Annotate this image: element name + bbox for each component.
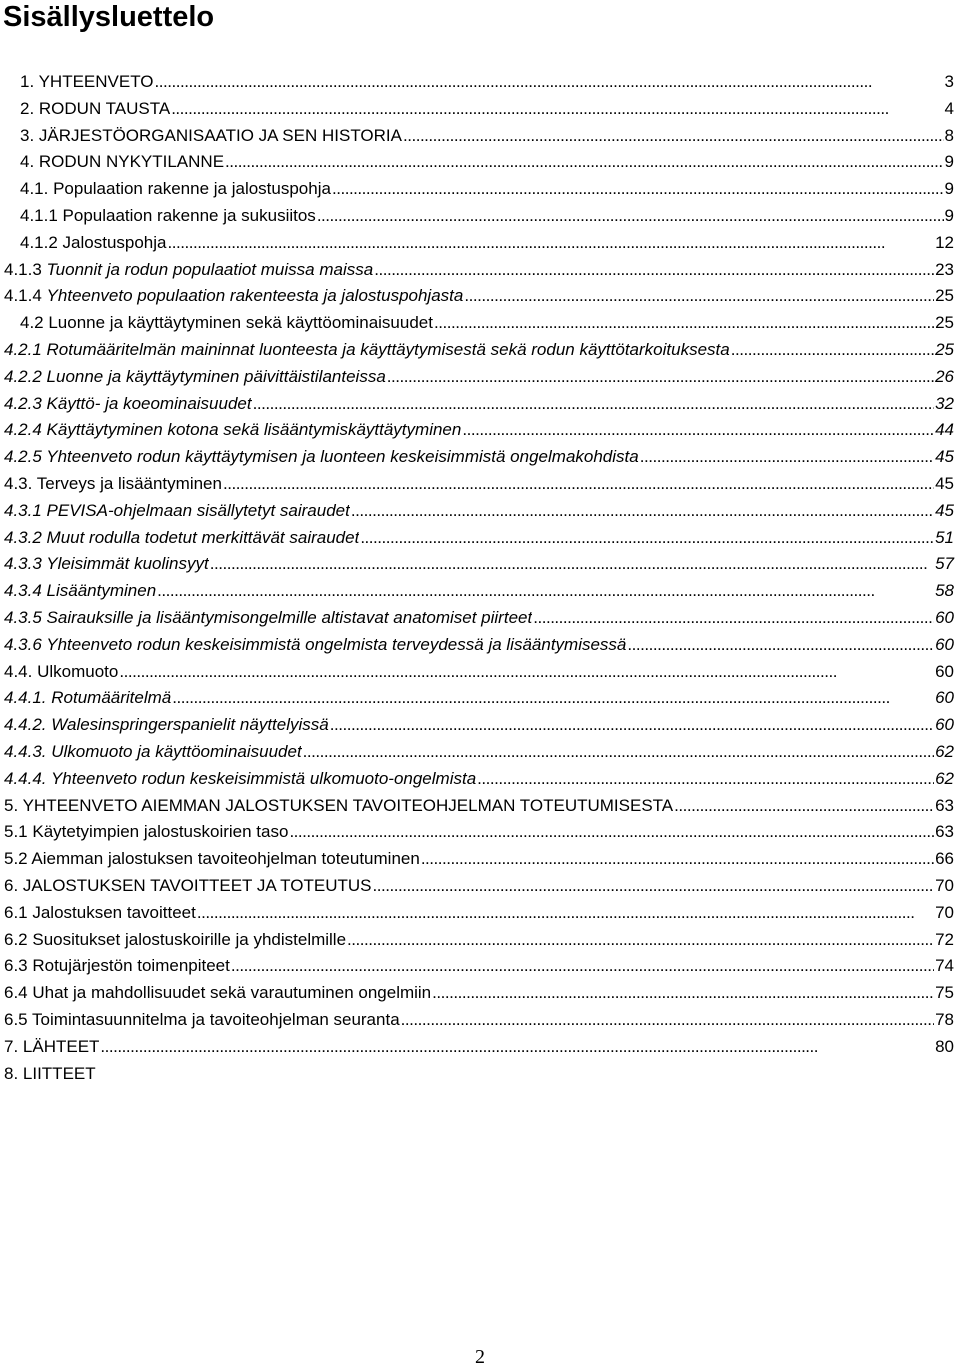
toc-entry[interactable] bbox=[20, 176, 954, 202]
toc-entry[interactable] bbox=[4, 337, 954, 363]
toc-entry-label: 6.4 Uhat ja mahdollisuudet sekä varautuminen ongelmiin bbox=[4, 983, 432, 1003]
toc-entry-label bbox=[4, 283, 463, 309]
toc-entry-page: 3 bbox=[944, 72, 954, 91]
toc-entry[interactable] bbox=[4, 1034, 954, 1060]
toc-entry[interactable] bbox=[4, 685, 954, 711]
toc-entry-page: 4 bbox=[944, 98, 954, 118]
toc-entry[interactable] bbox=[4, 873, 954, 899]
toc-entry-page: 58 bbox=[935, 581, 954, 601]
toc-entry[interactable] bbox=[4, 498, 954, 524]
toc-entry[interactable] bbox=[4, 953, 954, 979]
toc-entry-page: 63 bbox=[935, 795, 954, 815]
toc-entry-page: 25 bbox=[935, 340, 954, 359]
toc-entry-page: 45 bbox=[935, 500, 954, 520]
toc-entry-label: 4.3.5 Sairauksille ja lisääntymisongelmille altistavat anatomiset piirteet bbox=[4, 608, 533, 627]
toc-entry-label: 6. JALOSTUKSEN TAVOITTEET JA TOTEUTUS bbox=[4, 876, 372, 895]
toc-dot-leader bbox=[731, 337, 934, 363]
toc-entry-label: 6.2 Suositukset jalostuskoirille ja yhdistelmille bbox=[4, 929, 347, 949]
toc-entry-label: 4.2.1 Rotumääritelmän maininnat luonteesta ja käyttäytymisestä sekä rodun käyttötarkoituksesta bbox=[4, 340, 730, 359]
toc-entry-page: 66 bbox=[935, 849, 954, 869]
toc-entry-label: 3. JÄRJESTÖORGANISAATIO JA SEN HISTORIA bbox=[20, 125, 402, 145]
toc-dot-leader bbox=[289, 819, 934, 845]
toc-entry[interactable] bbox=[4, 900, 954, 926]
toc-entry[interactable] bbox=[4, 391, 954, 417]
toc-entry[interactable] bbox=[4, 283, 954, 309]
toc-entry-page: 32 bbox=[935, 393, 954, 413]
toc-entry-page: 78 bbox=[935, 1010, 954, 1029]
toc-entry[interactable] bbox=[20, 69, 954, 95]
toc-entry-text: Yhteenveto populaation rakenteesta ja jalostuspohjasta bbox=[46, 286, 464, 306]
toc-dot-leader bbox=[533, 605, 934, 631]
toc-dot-leader bbox=[401, 1007, 934, 1033]
toc-entry-page: 74 bbox=[935, 956, 954, 976]
toc-dot-leader bbox=[627, 632, 934, 658]
toc-entry-label: 4.1.1 Populaation rakenne ja sukusiitos bbox=[20, 206, 316, 225]
toc-entry-page: 23 bbox=[935, 259, 954, 279]
toc-dot-leader bbox=[171, 96, 943, 122]
toc-dot-leader bbox=[253, 391, 934, 417]
toc-dot-leader bbox=[351, 498, 934, 524]
toc-dot-leader bbox=[317, 203, 944, 229]
toc-entry-label: 4.3.3 Yleisimmät kuolinsyyt bbox=[4, 554, 209, 574]
toc-entry-page: 60 bbox=[935, 688, 954, 708]
toc-entry[interactable] bbox=[20, 310, 954, 336]
toc-entry-label: 4.3. Terveys ja lisääntyminen bbox=[4, 474, 222, 493]
toc-entry-page: 80 bbox=[935, 1036, 954, 1056]
toc-entry[interactable] bbox=[4, 1061, 954, 1087]
toc-entry-label: 6.1 Jalostuksen tavoitteet bbox=[4, 902, 196, 922]
toc-entry[interactable] bbox=[4, 980, 954, 1006]
toc-dot-leader bbox=[372, 873, 934, 899]
toc-entry-label: 4.2.3 Käyttö- ja koeominaisuudet bbox=[4, 393, 252, 413]
toc-dot-leader bbox=[640, 444, 934, 470]
toc-entry-label: 7. LÄHTEET bbox=[4, 1036, 100, 1056]
toc-dot-leader bbox=[231, 953, 934, 979]
toc-entry-label: 4.3.1 PEVISA-ohjelmaan sisällytetyt sairaudet bbox=[4, 500, 350, 520]
toc-entry-label: 6.5 Toimintasuunnitelma ja tavoiteohjelman seuranta bbox=[4, 1010, 400, 1029]
toc-dot-leader bbox=[347, 927, 934, 953]
toc-dot-leader bbox=[332, 176, 944, 202]
toc-entry-label: 4.2.2 Luonne ja käyttäytyminen päivittäistilanteissa bbox=[4, 366, 386, 386]
toc-entry-label: 5.1 Käytetyimpien jalostuskoirien taso bbox=[4, 822, 289, 842]
toc-entry-page: 60 bbox=[935, 661, 954, 681]
toc-entry-number: 4.1.4 bbox=[4, 286, 47, 306]
toc-entry-page: 26 bbox=[935, 366, 954, 386]
toc-entry-label: 4.2 Luonne ja käyttäytyminen sekä käyttöominaisuudet bbox=[20, 313, 433, 333]
toc-dot-leader bbox=[387, 364, 934, 390]
toc-entry-label bbox=[4, 257, 373, 283]
toc-dot-leader bbox=[374, 257, 934, 283]
toc-dot-leader bbox=[223, 471, 934, 497]
toc-entry[interactable] bbox=[4, 712, 954, 738]
toc-dot-leader bbox=[210, 551, 934, 577]
toc-entry-number: 4.1.3 bbox=[4, 259, 47, 279]
toc-entry[interactable] bbox=[4, 417, 954, 443]
toc-entry-label: 4.2.5 Yhteenveto rodun käyttäytymisen ja luonteen keskeisimmistä ongelmakohdista bbox=[4, 447, 639, 467]
toc-dot-leader bbox=[477, 766, 934, 792]
toc-entry-page: 60 bbox=[935, 608, 954, 627]
toc-dot-leader bbox=[197, 900, 934, 926]
toc-entry-label: 6.3 Rotujärjestön toimenpiteet bbox=[4, 956, 230, 976]
toc-entry[interactable] bbox=[4, 793, 954, 819]
toc-dot-leader bbox=[100, 1034, 934, 1060]
toc-entry-page: 62 bbox=[935, 742, 954, 761]
toc-entry-page: 12 bbox=[935, 232, 954, 252]
toc-entry-page: 9 bbox=[944, 179, 954, 199]
toc-entry[interactable] bbox=[4, 364, 954, 390]
toc-entry-page: 60 bbox=[935, 715, 954, 735]
toc-entry[interactable] bbox=[4, 605, 954, 631]
toc-entry-page: 60 bbox=[935, 634, 954, 654]
toc-entry[interactable] bbox=[4, 1007, 954, 1033]
toc-entry[interactable] bbox=[20, 123, 954, 149]
toc-entry-page: 9 bbox=[944, 206, 954, 225]
toc-entry-label: 4.3.4 Lisääntyminen bbox=[4, 581, 157, 601]
toc-entry-page: 25 bbox=[935, 286, 954, 306]
toc-entry-label: 4.4.4. Yhteenveto rodun keskeisimmistä ulkomuoto-ongelmista bbox=[4, 768, 477, 788]
toc-dot-leader bbox=[172, 685, 934, 711]
toc-entry[interactable] bbox=[4, 444, 954, 470]
toc-entry-label: 4.3.2 Muut rodulla todetut merkittävät sairaudet bbox=[4, 527, 360, 547]
toc-entry-page: 25 bbox=[935, 313, 954, 333]
toc-entry[interactable] bbox=[20, 230, 954, 256]
toc-dot-leader bbox=[225, 149, 943, 175]
toc-dot-leader bbox=[155, 69, 944, 95]
toc-entry[interactable] bbox=[4, 819, 954, 845]
toc-dot-leader bbox=[403, 123, 944, 149]
page-number: 2 bbox=[475, 1346, 485, 1368]
toc-entry[interactable] bbox=[4, 551, 954, 577]
toc-entry-page: 45 bbox=[935, 474, 954, 493]
toc-entry[interactable] bbox=[4, 739, 954, 765]
toc-entry-label: 5.2 Aiemman jalostuksen tavoiteohjelman toteutuminen bbox=[4, 849, 420, 869]
toc-entry-label: 4.4.1. Rotumääritelmä bbox=[4, 688, 172, 708]
toc-entry-page: 70 bbox=[935, 876, 954, 895]
toc-entry-label: 4.2.4 Käyttäytyminen kotona sekä lisääntymiskäyttäytyminen bbox=[4, 420, 462, 440]
toc-entry[interactable] bbox=[20, 96, 954, 122]
toc-entry-page: 44 bbox=[935, 420, 954, 440]
toc-entry-page: 63 bbox=[935, 822, 954, 842]
toc-entry-label: 4.1.2 Jalostuspohja bbox=[20, 232, 167, 252]
toc-entry-page: 51 bbox=[935, 527, 954, 547]
toc-entry-page: 8 bbox=[944, 125, 954, 145]
toc-entry[interactable] bbox=[4, 632, 954, 658]
toc-dot-leader bbox=[464, 283, 934, 309]
toc-entry-page: 75 bbox=[935, 983, 954, 1003]
toc-entry-page: 72 bbox=[935, 929, 954, 949]
toc-dot-leader bbox=[119, 659, 934, 685]
toc-dot-leader bbox=[303, 739, 934, 765]
page-title: Sisällysluettelo bbox=[3, 1, 215, 33]
toc-entry-label: 2. RODUN TAUSTA bbox=[20, 98, 171, 118]
toc-entry[interactable] bbox=[4, 927, 954, 953]
toc-dot-leader bbox=[360, 525, 934, 551]
toc-entry[interactable] bbox=[4, 846, 954, 872]
toc-entry-page: 9 bbox=[944, 152, 954, 172]
toc-entry[interactable] bbox=[4, 659, 954, 685]
toc-entry[interactable] bbox=[4, 525, 954, 551]
toc-entry[interactable] bbox=[4, 766, 954, 792]
toc-entry[interactable] bbox=[20, 149, 954, 175]
toc-entry-page: 62 bbox=[935, 768, 954, 788]
toc-dot-leader bbox=[157, 578, 934, 604]
toc-entry-label: 8. LIITTEET bbox=[4, 1063, 96, 1083]
toc-entry-page: 45 bbox=[935, 447, 954, 467]
toc-entry[interactable] bbox=[4, 578, 954, 604]
toc-dot-leader bbox=[330, 712, 934, 738]
toc-entry-label: 4.3.6 Yhteenveto rodun keskeisimmistä ongelmista terveydessä ja lisääntymisessä bbox=[4, 634, 627, 654]
toc-entry-label: 4.4.2. Walesinspringerspanielit näyttelyissä bbox=[4, 715, 329, 735]
toc-entry-label: 4.1. Populaation rakenne ja jalostuspohja bbox=[20, 179, 331, 199]
toc-dot-leader bbox=[674, 793, 934, 819]
toc-dot-leader bbox=[168, 230, 935, 256]
toc-entry-label: 4.4.3. Ulkomuoto ja käyttöominaisuudet bbox=[4, 742, 302, 761]
toc-entry-label: 1. YHTEENVETO bbox=[20, 72, 154, 91]
toc-entry-page: 57 bbox=[935, 554, 954, 574]
toc-entry[interactable] bbox=[4, 257, 954, 283]
toc-entry-page: 70 bbox=[935, 902, 954, 922]
toc-dot-leader bbox=[432, 980, 934, 1006]
toc-entry[interactable] bbox=[20, 203, 954, 229]
toc-entry-label: 4. RODUN NYKYTILANNE bbox=[20, 152, 225, 172]
toc-dot-leader bbox=[421, 846, 934, 872]
toc-entry-label: 4.4. Ulkomuoto bbox=[4, 661, 119, 681]
toc-dot-leader bbox=[434, 310, 934, 336]
toc-entry-label: 5. YHTEENVETO AIEMMAN JALOSTUKSEN TAVOITEOHJELMAN TOTEUTUMISESTA bbox=[4, 795, 674, 815]
toc-entry[interactable] bbox=[4, 471, 954, 497]
toc-dot-leader bbox=[462, 417, 934, 443]
toc-entry-text: Tuonnit ja rodun populaatiot muissa maissa bbox=[46, 259, 374, 279]
